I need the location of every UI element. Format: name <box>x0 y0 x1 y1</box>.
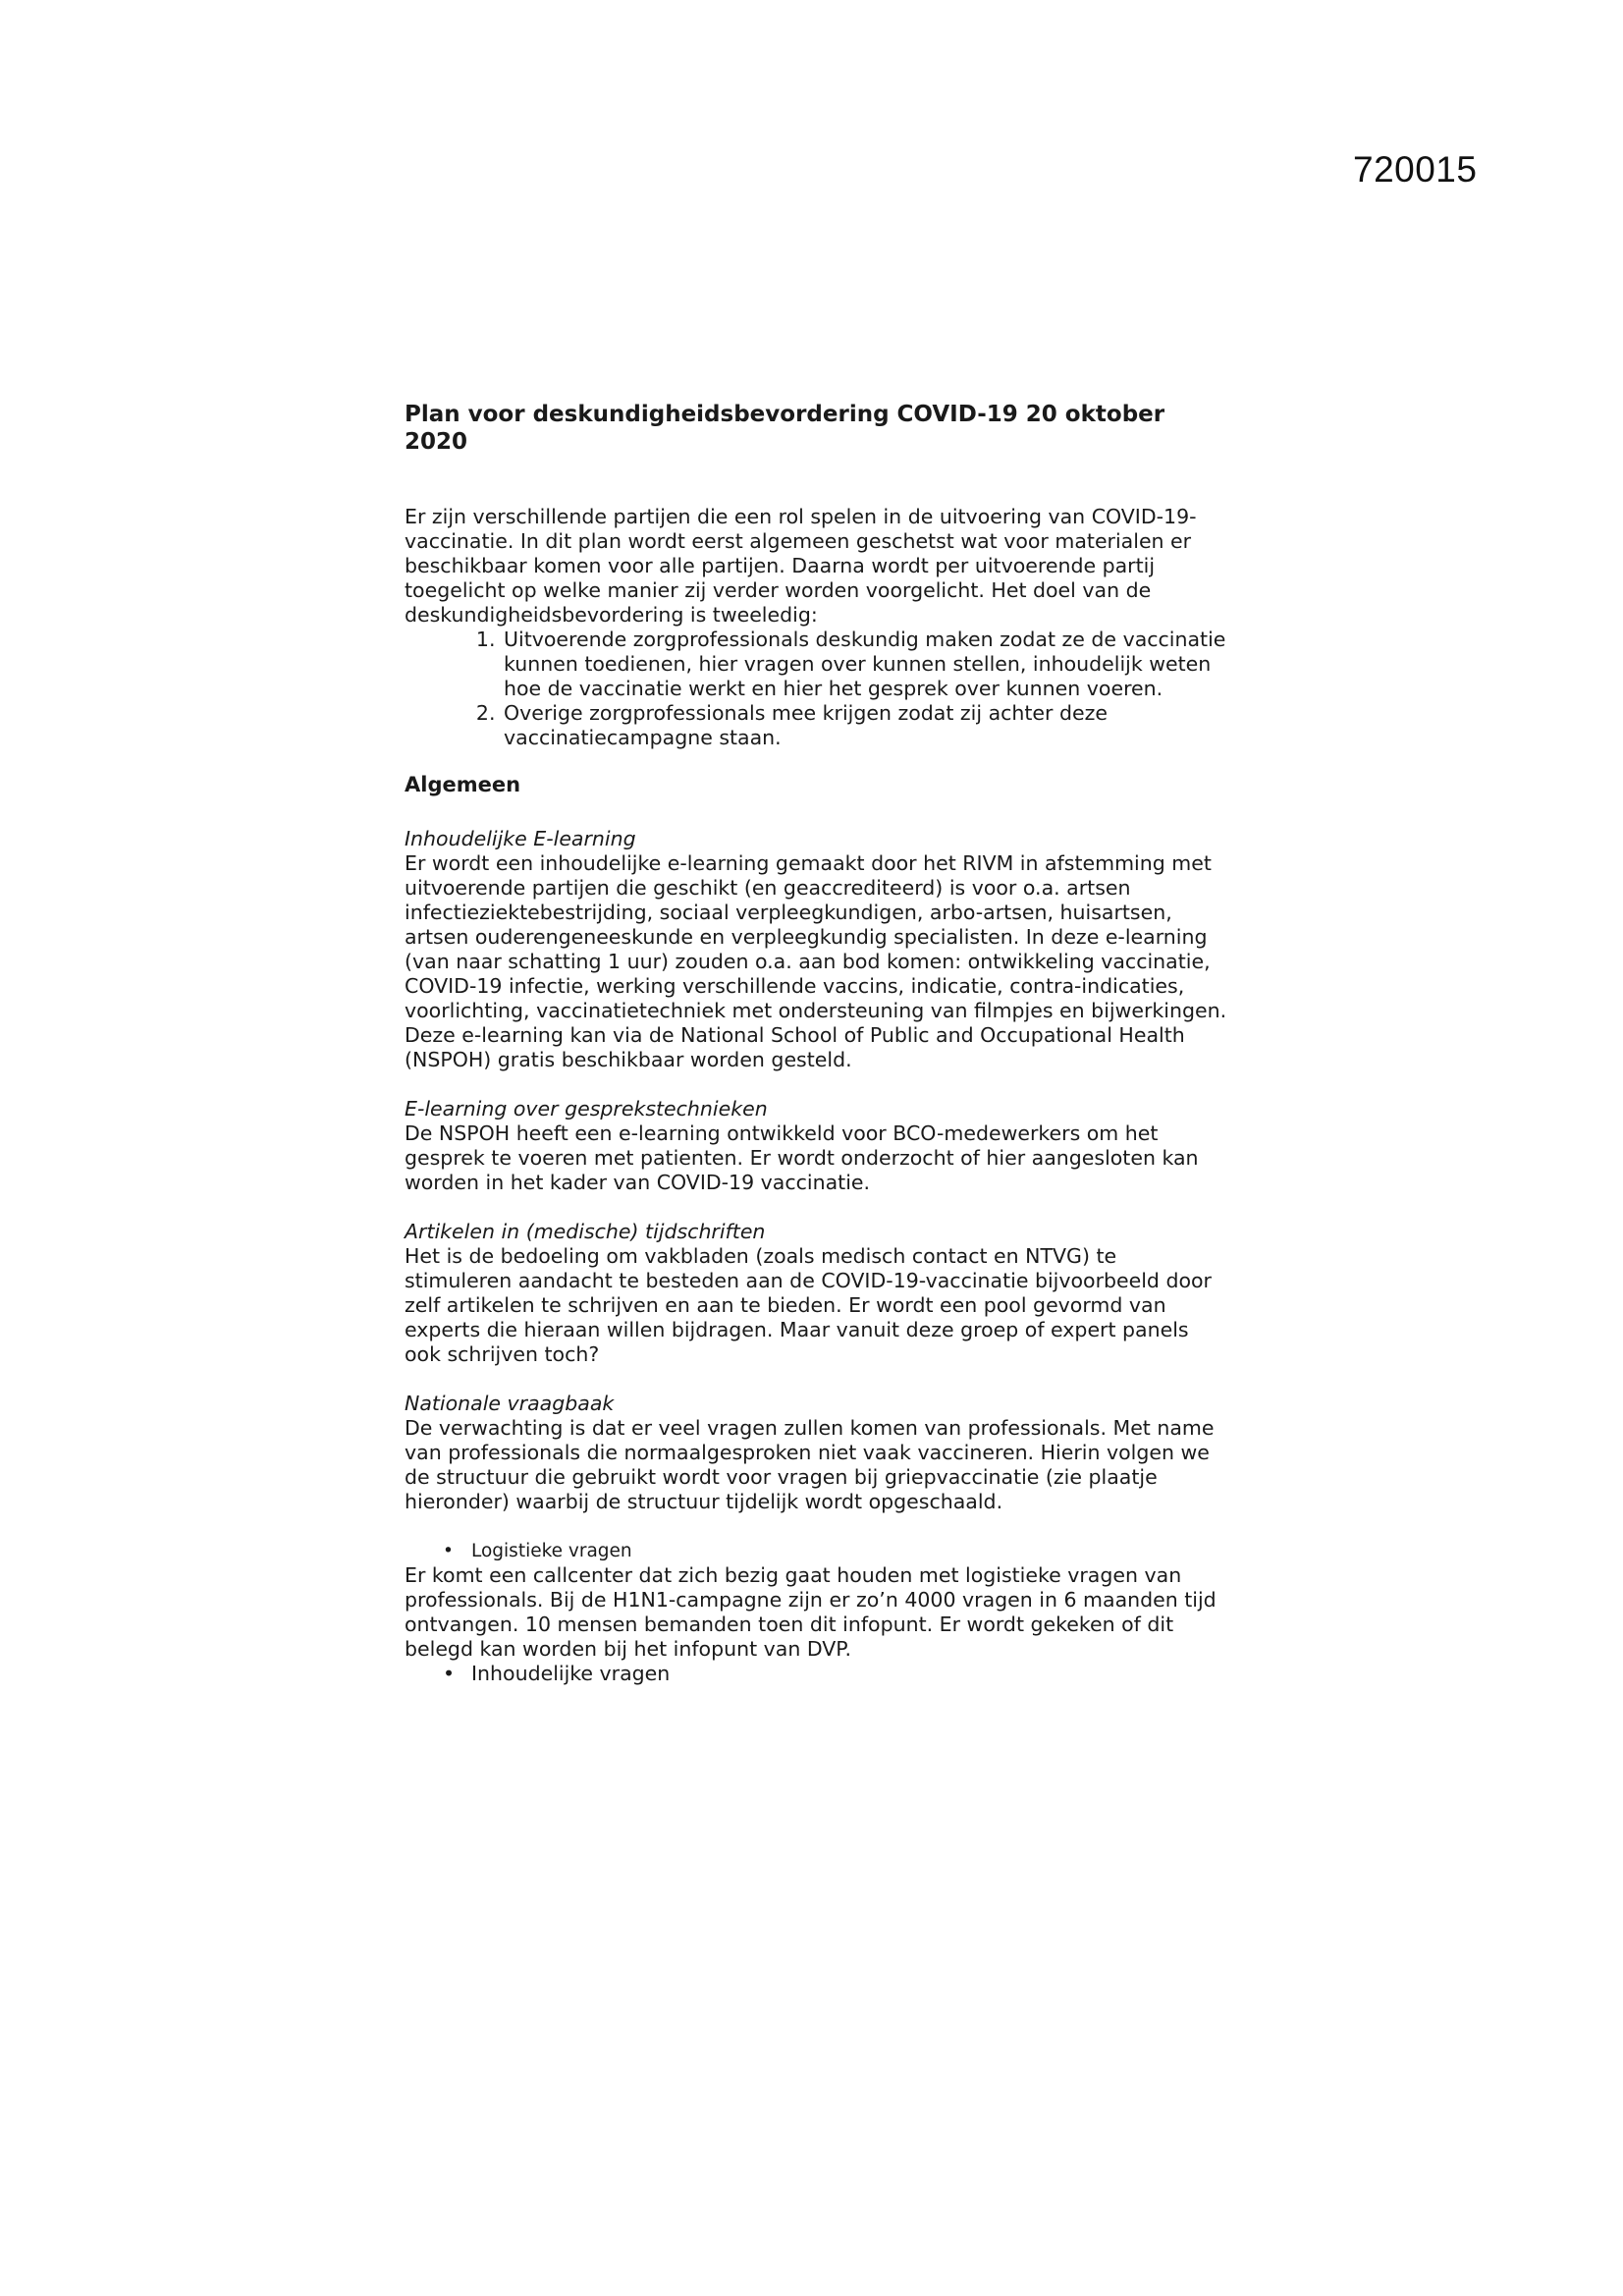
block-vraagbaak <box>405 1392 1229 1514</box>
bullet-list-content <box>405 1662 1229 1686</box>
block-text: De verwachting is dat er veel vragen zullen komen van professionals. Met name van professionals die normaalgesproken niet vaak vaccineren. Hierin volgen we de structuur die gebruikt wordt voor vragen bij griepvaccinatie (zie plaatje hieronder) waarbij de structuur tijdelijk wordt opgeschaald. <box>405 1416 1215 1513</box>
bullet-item-content: • Inhoudelijke vragen <box>471 1662 1229 1686</box>
goals-list <box>405 628 1229 750</box>
block-text: Het is de bedoeling om vakbladen (zoals medisch contact en NTVG) te stimuleren aandacht te besteden aan de COVID-19-vaccinatie bijvoorbeeld door zelf artikelen te schrijven en aan te bieden. Er wordt een pool gevormd van experts die hieraan willen bijdragen. Maar vanuit deze groep of expert panels ook schrijven toch? <box>405 1244 1212 1366</box>
block-subtitle: Artikelen in (medische) tijdschriften <box>405 1220 766 1243</box>
block-subtitle: Inhoudelijke E-learning <box>405 827 636 850</box>
block-gesprekstechnieken <box>405 1097 1229 1195</box>
block-e-learning <box>405 827 1229 1072</box>
goal-item: 2. Overige zorgprofessionals mee krijgen zodat zij achter deze vaccinatiecampagne staan. <box>502 701 1229 750</box>
intro-paragraph: Er zijn verschillende partijen die een rol spelen in de uitvoering van COVID-19-vaccinatie. In dit plan wordt eerst algemeen geschetst wat voor materialen er beschikbaar komen voor alle partijen. Daarna wordt per uitvoerende partij toegelicht op welke manier zij verder worden voorgelicht. Het doel van de deskundigheidsbevordering is tweeledig: <box>405 505 1197 627</box>
document-title: Plan voor deskundigheidsbevordering COVID-19 20 oktober 2020 <box>405 402 1165 455</box>
block-subtitle: E-learning over gesprekstechnieken <box>405 1097 768 1121</box>
document-body <box>405 401 1229 1686</box>
block-tijdschriften <box>405 1220 1229 1367</box>
bullet-list-logistic <box>405 1539 1229 1563</box>
bullet-item-logistic: • Logistieke vragen <box>471 1539 1229 1563</box>
block-text: De NSPOH heeft een e-learning ontwikkeld voor BCO-medewerkers om het gesprek te voeren met patienten. Er wordt onderzocht of hier aangesloten kan worden in het kader van COVID-19 vaccinatie. <box>405 1121 1199 1194</box>
section-heading-algemeen: Algemeen <box>405 773 521 796</box>
goal-item: 1. Uitvoerende zorgprofessionals deskundig maken zodat ze de vaccinatie kunnen toedienen, hier vragen over kunnen stellen, inhoudelijk weten hoe de vaccinatie werkt en hier het gesprek over kunnen voeren. <box>502 628 1229 701</box>
block-subtitle: Nationale vraagbaak <box>405 1392 615 1415</box>
document-id: 720015 <box>1353 149 1478 190</box>
logistic-paragraph: Er komt een callcenter dat zich bezig gaat houden met logistieke vragen van professionals. Bij de H1N1-campagne zijn er zo’n 4000 vragen in 6 maanden tijd ontvangen. 10 mensen bemanden toen dit infopunt. Er wordt gekeken of dit belegd kan worden bij het infopunt van DVP. <box>405 1563 1217 1661</box>
block-text: Er wordt een inhoudelijke e-learning gemaakt door het RIVM in afstemming met uitvoerende partijen die geschikt (en geaccrediteerd) is voor o.a. artsen infectieziektebestrijding, sociaal verpleegkundigen, arbo-artsen, huisartsen, artsen ouderengeneeskunde en verpleegkundig specialisten. In deze e-learning (van naar schatting 1 uur) zouden o.a. aan bod komen: ontwikkeling vaccinatie, COVID-19 infectie, werking verschillende vaccins, indicatie, contra-indicaties, voorlichting, vaccinatietechniek met ondersteuning van filmpjes en bijwerkingen. Deze e-learning kan via de National School of Public and Occupational Health (NSPOH) gratis beschikbaar worden gesteld. <box>405 851 1227 1071</box>
